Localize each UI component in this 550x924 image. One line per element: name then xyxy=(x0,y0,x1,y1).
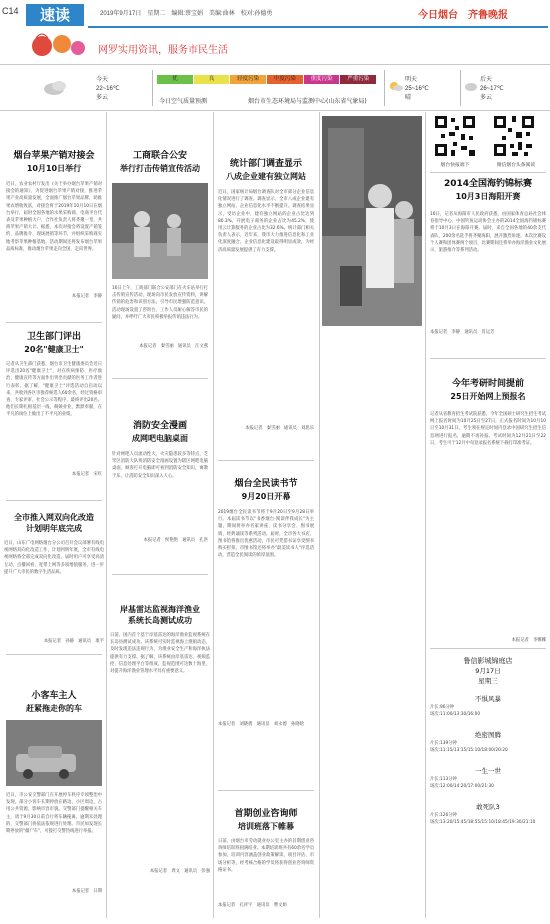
movie-showtimes: 场次:11:00/13:30/16:00 xyxy=(430,712,481,717)
newspaper-brand: 今日烟台 齐鲁晚报 xyxy=(418,10,508,21)
article-photo xyxy=(6,720,102,786)
article-body: 日前，由烟台市劳动就业办公室主办的首期创业咨询师培训班圆满结业。本期培训班共有60余名学员参加，培训内容涵盖创业政策解读、项目评估、市场分析等，经考核合格的学员将获得创业咨询师资格证书。 xyxy=(218,839,314,873)
byline: 本报记者 孙静 通讯员 康平 xyxy=(43,639,104,644)
aqi-level: 良 xyxy=(194,75,231,84)
qr-code-icon[interactable] xyxy=(492,114,536,158)
subheadline: 25日开始网上预报名 xyxy=(450,392,526,401)
subheadline: 计划明年底完成 xyxy=(26,524,82,533)
subheadline: 系统长岛测试成功 xyxy=(128,616,192,625)
headline: 岸基雷达监视海洋渔业 xyxy=(120,605,200,614)
article-postgraduate-exam xyxy=(430,378,546,644)
article-divider xyxy=(6,654,102,655)
movie-title: 敢死队3 xyxy=(476,803,500,811)
headline: 全市推入网双向化改造 xyxy=(14,513,94,522)
weather-after-label: 后天 xyxy=(480,77,493,83)
weather-bottom-rule xyxy=(0,110,550,111)
headline: 2014全国海钓锦标赛 xyxy=(443,179,533,189)
byline: 本报记者 秦雪丽 通讯员 刘思乐 xyxy=(245,426,314,431)
weather-divider xyxy=(384,70,385,106)
headline: 工商联合公安 xyxy=(132,151,187,161)
aqi-source: 烟台市生态环境局与监测中心(山东省气象局) xyxy=(248,98,367,105)
subheadline: 培训班落下帷幕 xyxy=(238,822,294,831)
article-radar-system xyxy=(110,604,210,875)
article-divider xyxy=(6,322,102,323)
movie-entry xyxy=(430,766,546,790)
edition-info: 2019年9月17日 星期二 编辑:蔡宝娟 美编:曲林 校对:孙德勇 xyxy=(100,11,273,17)
byline: 本报记者 侯艳艳 通讯员 孔洪 xyxy=(143,538,208,543)
article-health-guard xyxy=(6,331,102,478)
article-body: 近日，市公安交警部门在开展停车秩序专项整治中发现，部分小客车长期停放在路边、小区周边，占用公共资源，影响市容市貌。交警部门提醒相关车主，请于9月30日前自行将车辆拖离，逾期未处理的，交警部门将依法依规进行处理。市民如发现长期停放的"僵尸车"，可拨打交警热线进行举报。 xyxy=(6,793,102,835)
article-body: 近日，农业农村厅发出《关于举办烟台苹果产销对接会的通知》，为促进烟台苹果产销对接，推进苹果产业高质量发展，全面推广烟台苹果品牌，助推果农增收致富，对接会将于2019年10月10日在烟台举行，届时全国各地的水果采购商、电商平台代表及苹果种植大户、合作社负责人将齐聚一堂，共商苹果产销大计。据悉，本次对接会将设置产销签约、品牌推介、现场展销等环节，并组织采购商实地考察苹果种植基地。活动期间还将发布烟台苹果品质标准，推动烟台苹果走向全国、走向世界。 xyxy=(6,182,102,252)
qr-code-icon[interactable] xyxy=(433,114,477,158)
weather-tomorrow xyxy=(405,76,429,103)
sunny-cloud-icon xyxy=(388,80,404,92)
lantern-decoration-icon xyxy=(28,28,90,62)
movie-entry xyxy=(430,730,546,754)
weather-tomorrow-label: 明天 xyxy=(405,77,418,83)
article-photo xyxy=(112,183,208,279)
weather-tomorrow-temp: 25~16℃ xyxy=(405,86,429,92)
column-rule xyxy=(319,112,320,918)
photo-feature xyxy=(322,116,422,326)
byline: 本报记者 周文 通讯员 彭强 xyxy=(149,869,210,874)
article-body: 记者从省教育招生考试院获悉，今年全国硕士研究生招生考试网上报名时间为10月25日至27日，正式报名时间为10月10日至10月31日。考生须在规定时间内登录中国研究生招生信息网进行报名，逾期不再补报。考试时间为12月21日至22日，考生可于12月中旬登录报名系统下载打印准考证。 xyxy=(430,412,546,446)
headline: 今年考研时间提前 xyxy=(451,379,524,389)
cinema-listing xyxy=(430,656,546,826)
column-name: 速读 xyxy=(26,4,84,26)
cinema-date: 9月17日 xyxy=(475,667,501,675)
article-divider xyxy=(218,460,314,461)
article-body: 16日，记者从海阳市人民政府获悉，由国家体育总局社会体育指导中心、中国钓鱼运动协会主办的2014全国海钓锦标赛将于10月3日在海阳开赛。届时，来自全国各地的40余支代表队、200余名选手将齐聚海阳，展开激烈角逐。本次比赛设个人赛和团体赛两个项目，比赛期间还将举办海洋渔业文化展示、旅游推介等系列活动。 xyxy=(430,212,546,254)
movie-title: 一生一世 xyxy=(475,767,501,775)
cinema-name: 鲁信影城锦庭店 xyxy=(463,657,513,665)
article-body: 针对网吧人员流动性大、火灾隐患较多等特点，芝罘区消防大队将消防安全漫画设置为辖区网吧电脑桌面，顾客打开电脑即可看到消防安全知识，寓教于乐，让消防安全知识深入人心。 xyxy=(112,452,208,479)
subheadline: 10月10日举行 xyxy=(26,164,82,173)
weather-today-label: 今天 xyxy=(96,77,109,83)
headline: 卫生部门评出 xyxy=(26,332,81,342)
subheadline: 成网吧电脑桌面 xyxy=(132,434,188,443)
subheadline: 20名"健康卫士" xyxy=(24,345,84,354)
article-reading-festival xyxy=(218,478,314,728)
headline: 消防安全漫画 xyxy=(132,421,187,431)
article-photo xyxy=(322,116,422,326)
article-fishing-championship xyxy=(430,178,546,336)
byline: 本报记者 刘晓倩 通讯员 刘永德 孙晓晗 xyxy=(218,722,304,727)
subheadline: 赶紧拖走你的车 xyxy=(26,704,82,713)
article-body: 日前，国内首个基于岸基雷达的海洋渔业监视系统在长岛县测试成功。该系统可实时监视海上渔船动态，及时发现违法违规行为，为渔业安全生产和海洋执法提供有力支撑。据了解，该系统由岸基雷达、视频监控、信息处理平台等组成，监视范围可达数十海里，对提升海洋渔业管理水平具有重要意义。 xyxy=(110,633,210,675)
aqi-level: 严重污染 xyxy=(340,75,377,84)
article-entrepreneur-training xyxy=(218,808,314,909)
weather-after-desc: 多云 xyxy=(480,95,493,101)
byline: 本报记者 李静 通讯员 肖运芳 xyxy=(430,330,495,335)
article-divider xyxy=(218,790,314,791)
movie-duration: 片长:139分钟 xyxy=(430,741,457,746)
article-body: 2019烟台全民读书节将于9月20日至9月28日举行。本届读书节以"书香烟台·阅读伴我成长"为主题，期间将举办名家讲座、读书分享会、图书展销、经典诵读等系列活动。届时，全市各大书店、图书馆将推出优惠活动，市民可凭借书证享受图书购买折扣。市图书馆还将举办"最美读书人"评选活动，营造全民阅读的浓厚氛围。 xyxy=(218,510,314,559)
article-apple-fair xyxy=(6,150,102,300)
aqi-level: 重度污染 xyxy=(304,75,341,84)
headline: 烟台苹果产销对接会 xyxy=(13,151,95,161)
movie-showtimes: 场次:13:20/15:45/18:55/15:10/18:45/19:30/21:10 xyxy=(430,820,536,825)
movie-entry xyxy=(430,802,546,826)
article-body: 16日上午，工商部门联合公安部门在火车站举行打击传销宣传活动，现场向市民发放宣传资料，讲解传销的危害和识别方法，引导市民增强防范意识。活动现场设置了咨询台，工作人员耐心解答市民的疑问，并呼吁广大市民积极举报传销违法行为。 xyxy=(112,286,208,320)
article-car-tow xyxy=(6,690,102,895)
article-divider xyxy=(6,500,102,501)
weather-divider xyxy=(460,70,461,106)
article-divider xyxy=(112,378,208,379)
column-slogan: 网罗实用资讯，服务市民生活 xyxy=(98,45,228,56)
byline: 本报记者 秦雪丽 通讯员 汪文燕 xyxy=(139,344,208,349)
article-website-survey xyxy=(218,158,314,432)
aqi-level: 中度污染 xyxy=(267,75,304,84)
article-anti-pyramid xyxy=(112,150,208,350)
cloudy-weather-icon xyxy=(464,80,478,92)
article-body: 记者从卫生部门获悉，烟台市卫生健康委员会近日评选出20名"健康卫士"，对在疾病预防、医疗救治、健康宣传等方面作出突出贡献的医务工作者进行表彰。据了解，"健康卫士"评选活动自启动以来，共收到各区市推荐候选人60余名，经过资格审查、专家评审、社会公示等程序，最终评出20名。他们长期扎根基层一线，兢兢业业，默默奉献，在平凡的岗位上做出了不平凡的业绩。 xyxy=(6,362,102,418)
weather-after xyxy=(480,76,504,103)
page-number: C14 xyxy=(2,6,19,16)
article-divider xyxy=(430,172,546,173)
weather-after-temp: 26~17℃ xyxy=(480,86,504,92)
movie-showtimes: 场次:11:15/13:15/15:10/18:00/20:20 xyxy=(430,748,508,753)
cinema-weekday: 星期三 xyxy=(478,677,498,685)
aqi-level: 优 xyxy=(157,75,194,84)
parked-car-photo-icon xyxy=(6,720,102,786)
subheadline: 10月3日海阳开赛 xyxy=(455,192,521,201)
headline: 首期创业咨询师 xyxy=(234,809,298,819)
article-divider xyxy=(430,358,546,359)
column-rule xyxy=(213,112,214,918)
column-rule xyxy=(425,112,426,918)
subheadline: 八成企业建有独立网站 xyxy=(226,172,306,181)
article-divider xyxy=(112,574,208,575)
weather-today-desc: 多云 xyxy=(96,95,109,101)
movie-duration: 片长:96分钟 xyxy=(430,705,455,710)
weather-tomorrow-desc: 晴 xyxy=(405,95,412,101)
headline: 小客车主人 xyxy=(31,691,77,701)
weather-today xyxy=(96,76,120,103)
masthead-divider xyxy=(88,26,548,28)
movie-title: 绝密图腾 xyxy=(475,731,501,739)
movie-duration: 片长:113分钟 xyxy=(430,777,457,782)
byline: 本报记者 孔祥宇 通讯员 曹文娟 xyxy=(218,903,287,908)
cloudy-weather-icon xyxy=(42,78,68,96)
column-rule xyxy=(106,112,107,918)
publicity-event-photo-icon xyxy=(112,183,208,279)
qr-caption: 烟台快报端下 xyxy=(440,163,470,168)
movie-showtimes: 场次:12:00/14:20/17:00/21:30 xyxy=(430,784,494,789)
elderly-visitors-photo-icon xyxy=(322,116,422,326)
article-body: 近日，国家统计局烟台调查队对全市部分企业信息化情况进行了调查。调查显示，全市八成企业建有独立网站，企业信息化水平不断提升。调查结果显示，受访企业中，建有独立网站的企业占比达到80.3%，开展电子商务的企业占比为45.2%，使用云计算服务的企业占比为32.6%。统计部门相关负责人表示，近年来，我市大力推进信息化和工业化深度融合，企业信息化建设取得明显成效，为经济高质量发展提供了有力支撑。 xyxy=(218,190,314,253)
byline: 本报记者 日期 xyxy=(71,889,102,894)
movie-entry xyxy=(430,694,546,718)
movie-duration: 片长:126分钟 xyxy=(430,813,457,818)
aqi-note: 今日空气质量预测 xyxy=(159,98,208,105)
weather-today-temp: 22~16℃ xyxy=(96,86,120,92)
subheadline: 举行打击传销宣传活动 xyxy=(120,164,200,173)
subheadline: 9月20日开幕 xyxy=(241,492,291,501)
article-network-upgrade xyxy=(4,512,104,645)
movie-title: 不惧风暴 xyxy=(475,695,501,703)
qr-caption: 微信烟台头条阅读 xyxy=(496,163,536,168)
headline: 统计部门调查显示 xyxy=(229,159,302,169)
byline: 本报记者 李静 xyxy=(71,294,102,299)
weather-top-rule xyxy=(0,64,550,65)
article-fire-wallpaper xyxy=(112,420,208,544)
article-divider xyxy=(430,648,546,649)
weather-divider xyxy=(152,70,153,106)
byline: 本报记者 宋红 xyxy=(71,472,102,477)
aqi-level: 轻度污染 xyxy=(230,75,267,84)
byline: 本报记者 李娜娜 xyxy=(511,638,546,643)
headline: 烟台全民读书节 xyxy=(234,479,298,489)
aqi-scale xyxy=(157,75,377,84)
article-body: 近日，山东广电网络烟台分公司召开会议部署有线电视网络双向化改造工作，计划到明年底，全市有线电视网络将全部完成双向化改造，届时用户可享受高清互动、点播回看、宽带上网等多项增值服务，进一步提升广大市民的数字生活品质。 xyxy=(4,541,104,575)
